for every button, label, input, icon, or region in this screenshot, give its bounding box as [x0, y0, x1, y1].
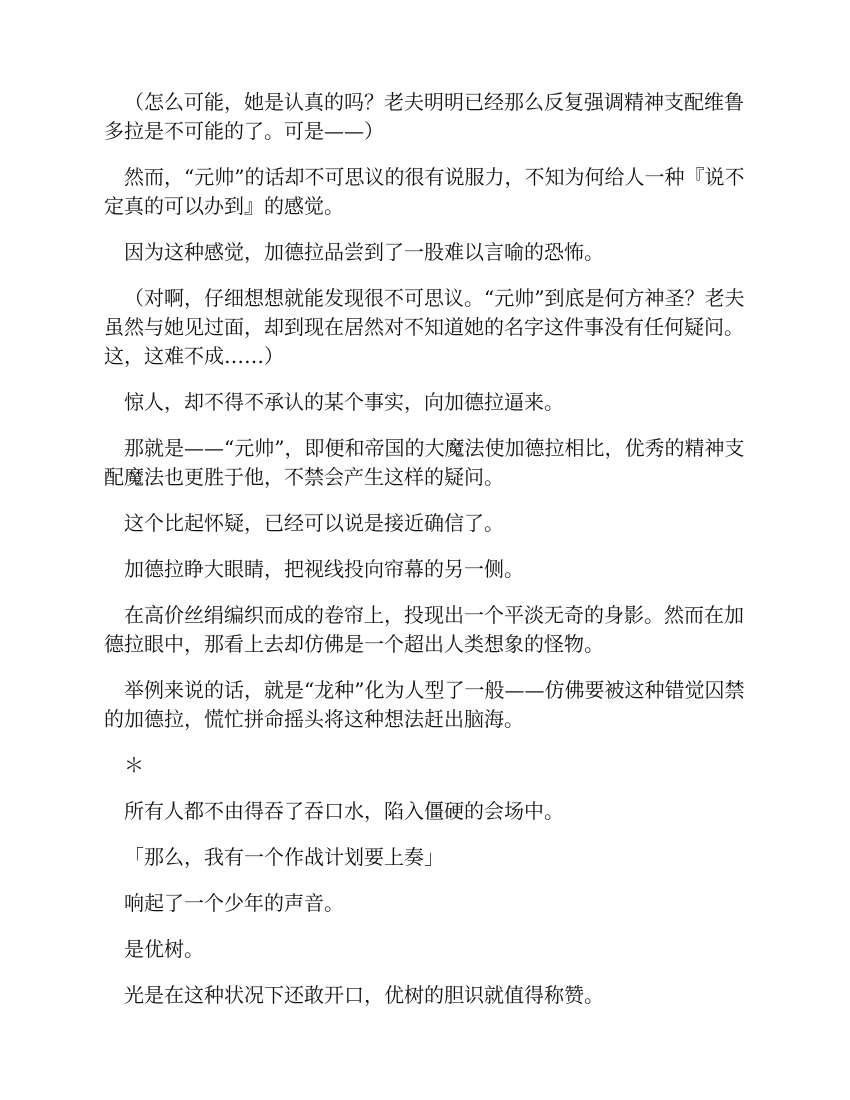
document-body	[104, 88, 754, 1027]
paragraph: 那就是——“元帅”，即便和帝国的大魔法使加德拉相比，优秀的精神支配魔法也更胜于他，不禁会产生这样的疑问。	[104, 436, 745, 489]
paragraph: 所有人都不由得吞了吞口水，陷入僵硬的会场中。	[124, 799, 564, 823]
paragraph: 加德拉睁大眼睛，把视线投向帘幕的另一侧。	[124, 557, 524, 581]
paragraph: 惊人，却不得不承认的某个事实，向加德拉逼来。	[124, 390, 564, 414]
paragraph: 是优树。	[124, 937, 204, 961]
paragraph: 这个比起怀疑，已经可以说是接近确信了。	[124, 511, 504, 535]
paragraph: 在高价丝绢编织而成的卷帘上，投现出一个平淡无奇的身影。然而在加德拉眼中，那看上去却仿佛是一个超出人类想象的怪物。	[104, 603, 744, 656]
paragraph: （怎么可能，她是认真的吗？老夫明明已经那么反复强调精神支配维鲁多拉是不可能的了。可是——）	[104, 90, 744, 143]
paragraph: 光是在这种状况下还敢开口，优树的胆识就值得称赞。	[124, 983, 604, 1007]
paragraph: 响起了一个少年的声音。	[124, 891, 344, 915]
paragraph: 然而，“元帅”的话却不可思议的很有说服力，不知为何给人一种『说不定真的可以办到』的感觉。	[104, 165, 745, 218]
paragraph: （对啊，仔细想想就能发现很不可思议。“元帅”到底是何方神圣？老夫虽然与她见过面，却到现在居然对不知道她的名字这件事没有任何疑问。这，这难不成……）	[104, 286, 745, 368]
paragraph: 因为这种感觉，加德拉品尝到了一股难以言喻的恐怖。	[124, 240, 604, 264]
paragraph: 「那么，我有一个作战计划要上奏」	[124, 845, 444, 869]
paragraph: 举例来说的话，就是“龙种”化为人型了一般——仿佛要被这种错觉囚禁的加德拉，慌忙拼命摇头将这种想法赶出脑海。	[104, 678, 745, 731]
scene-separator: ＊	[124, 753, 144, 777]
